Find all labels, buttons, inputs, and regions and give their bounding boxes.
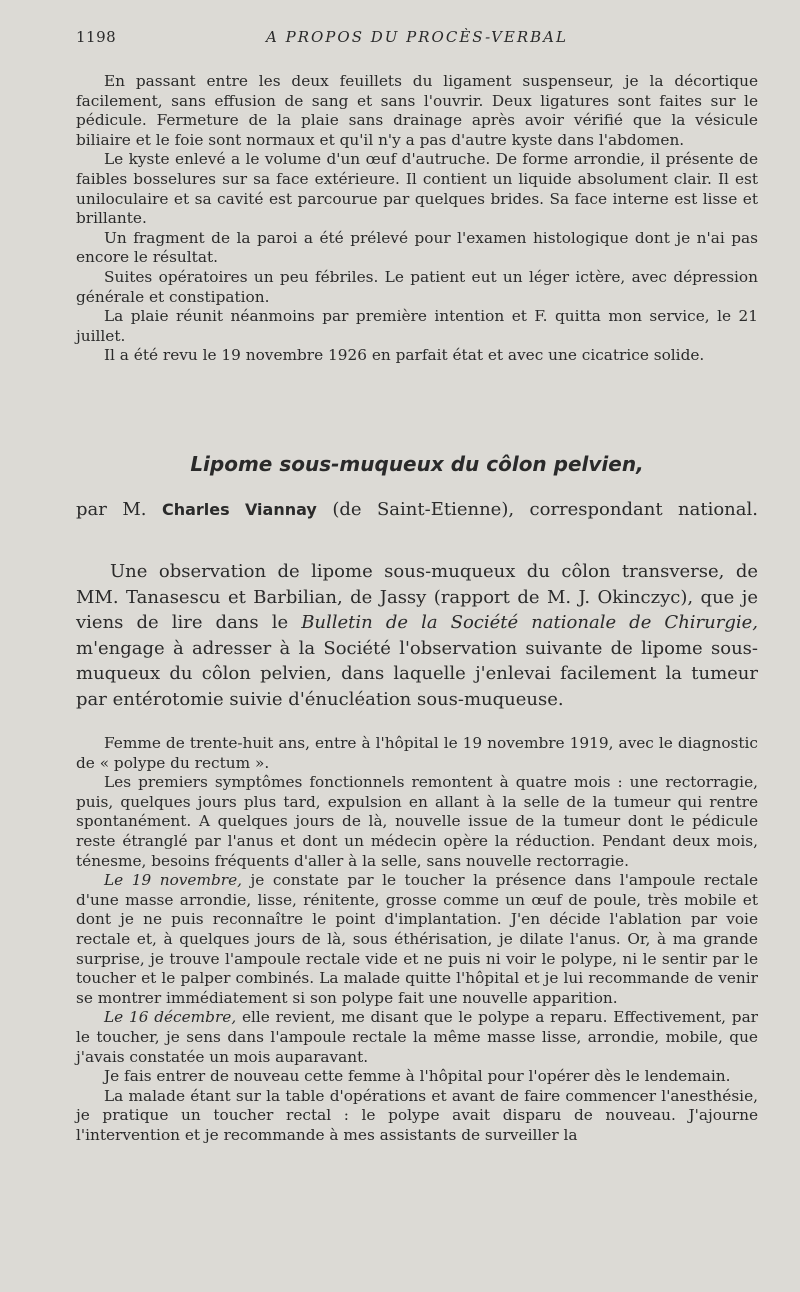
intro-text [76,559,758,713]
author-name: Charles Viannay [161,500,317,519]
paragraph-body: elle revient, me disant que le polype a reparu. Effectivement, par le toucher, je sens dans l'ampoule rectale la même masse lisse, arrondie, mobile, que j'avais constatée un mois auparavant. [76,1008,758,1066]
article-title: Lipome sous-muqueux du côlon pelvien, [190,452,644,476]
paragraph: La plaie réunit néanmoins par première intention et F. quitta mon service, le 21 juillet. [76,307,758,345]
paragraph: Le kyste enlevé a le volume d'un œuf d'autruche. De forme arrondie, il présente de faibles bosselures sur sa face extérieure. Il contient un liquide absolument clair. Il est uniloculaire et sa cavité est parcourue par quelques brides. Sa face interne est lisse et brillante. [76,150,758,228]
paragraph: Suites opératoires un peu fébriles. Le patient eut un léger ictère, avec dépression générale et constipation. [76,267,758,306]
paragraph: Il a été revu le 19 novembre 1926 en parfait état et avec une cicatrice solide. [104,346,705,365]
paragraph [76,1008,758,1067]
paragraph: Un fragment de la paroi a été prélevé pour l'examen histologique dont je n'ai pas encore le résultat. [76,228,758,267]
date: Le 16 décembre, [104,1008,237,1027]
paragraph: Femme de trente-huit ans, entre à l'hôpital le 19 novembre 1919, avec le diagnostic de « polype du rectum ». [76,734,758,772]
running-title: A PROPOS DU PROCÈS-VERBAL [266,28,568,46]
paragraph: La malade étant sur la table d'opérations et avant de faire commencer l'anesthésie, je pratique un toucher rectal : le polype avait disparu de nouveau. J'ajourne l'intervention et je recommande à mes assistants de surveiller la [76,1086,758,1144]
journal-name: Bulletin de la Société nationale de Chirurgie, [301,612,758,634]
paragraph-body: je constate par le toucher la présence dans l'ampoule rectale d'une masse arrondie, lisse, rénitente, grosse comme un œuf de poule, très mobile et dont je ne puis reconnaître le point d'implantation. J'en décide l'ablation par voie rectale et, à quelques jours de là, sous éthérisation, je dilate l'anus. Or, à ma grande surprise, je trouve l'ampoule rectale vide et ne puis ni voir le polype, ni le sentir par le toucher et le palper combinés. La malade quitte l'hôpital et je lui recommande de venir se montrer immédiatement si son polype fait une nouvelle apparition. [76,871,758,1007]
paragraph: Les premiers symptômes fonctionnels remontent à quatre mois : une rectorragie, puis, quelques jours plus tard, expulsion en allant à la selle de la tumeur qui rentre spontanément. A quelques jours de là, nouvelle issue de la tumeur dont le pédicule reste étranglé par l'anus et dont un médecin opère la réduction. Pendant deux mois, ténesme, besoins fréquents d'aller à la selle, sans nouvelle rectorragie. [76,773,758,870]
byline [76,499,758,520]
intro-before-journal: Une observation de lipome sous-muqueux du côlon transverse, de MM. Tanasescu et Barbilian, de Jassy (rapport de M. J. Okinczyc), que je viens de lire dans le [76,561,758,634]
page-number: 1198 [76,28,117,46]
paragraph: En passant entre les deux feuillets du ligament suspenseur, je la décortique facilement, sans effusion de sang et sans l'ouvrir. Deux ligatures sont faites sur le pédicule. Fermeture de la plaie sans drainage après avoir vérifié que la vésicule biliaire et le foie sont normaux et qu'il n'y a pas d'autre kyste dans l'abdomen. [76,72,758,149]
paragraph [76,559,758,713]
date: Le 19 novembre, [104,871,243,890]
intro-after-journal: m'engage à adresser à la Société l'observation suivante de lipome sous-muqueux du côlon pelvien, dans laquelle j'enlevai facilement la tumeur par entérotomie suivie d'énucléation sous-muqueuse. [76,637,758,710]
paragraph: Je fais entrer de nouveau cette femme à l'hôpital pour l'opérer dès le lendemain. [104,1067,731,1086]
observation-text [76,734,758,1145]
paragraph [76,871,758,1008]
page-header [76,28,758,50]
byline-prefix: par M. [76,499,147,520]
previous-case-text [76,72,758,366]
byline-suffix: (de Saint-Etienne), correspondant national. [332,499,758,520]
